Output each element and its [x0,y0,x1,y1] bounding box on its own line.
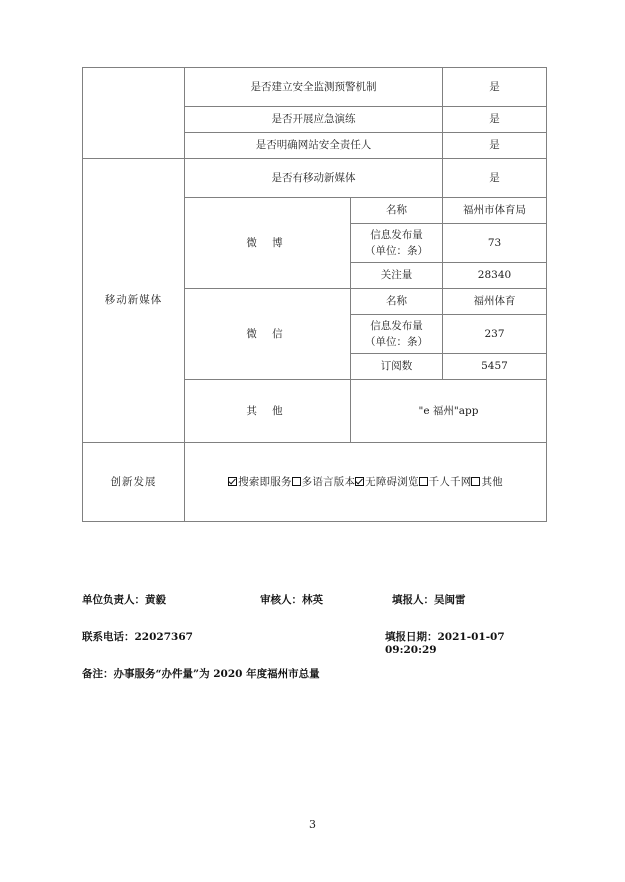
table-row [83,443,547,522]
weibo-field-value-1: 73 [443,224,547,263]
security-item-label-0: 是否建立安全监测预警机制 [185,68,443,107]
checkbox-label: 多语言版本 [301,475,356,488]
security-item-label-2: 是否明确网站安全责任人 [185,133,443,159]
weibo-label: 微 博 [185,198,351,289]
weixin-field-name-0: 名称 [351,289,443,315]
checkbox-icon[interactable] [292,477,301,486]
unit-head-field: 单位负责人：黄毅 [82,594,166,606]
table-row [83,68,547,107]
weibo-field-name-2: 关注量 [351,263,443,289]
weixin-field-value-0: 福州体育 [443,289,547,315]
category-cell-continued [83,68,185,159]
signature-footer [82,592,552,703]
weibo-field-value-0: 福州市体育局 [443,198,547,224]
has-mobile-media-value: 是 [443,159,547,198]
checkbox-item-personalized[interactable] [419,474,472,490]
weixin-label: 微 信 [185,289,351,380]
weixin-field-name-2: 订阅数 [351,354,443,380]
has-mobile-media-label: 是否有移动新媒体 [185,159,443,198]
category-cell-innovation: 创新发展 [83,443,185,522]
remark-field: 备注：办事服务“办件量”为 2020 年度福州市总量 [82,668,320,680]
weixin-field-name-1 [351,315,443,354]
weibo-field-value-2: 28340 [443,263,547,289]
category-cell-mobile-media: 移动新媒体 [83,159,185,443]
weibo-field-name-1-line1: 信息发布量 [370,228,423,241]
report-date-field: 填报日期：2021-01-07 09:20:29 [385,631,505,656]
checkbox-label: 搜索即服务 [238,475,292,488]
checkbox-label: 其他 [481,475,503,488]
table-row [83,159,547,198]
other-media-value: "e 福州"app [351,380,547,443]
footer-row-contact [82,629,552,666]
security-item-value-2: 是 [443,133,547,159]
other-media-label: 其 他 [185,380,351,443]
checkbox-label: 千人千网 [428,475,472,488]
checkbox-icon[interactable] [419,477,428,486]
annual-report-table [82,67,547,522]
checkbox-item-other[interactable] [471,474,502,490]
weixin-field-value-1: 237 [443,315,547,354]
weixin-field-name-1-line1: 信息发布量 [370,319,423,332]
weibo-field-name-1-line2: （单位：条） [365,245,428,257]
checkbox-label: 无障碍浏览 [365,475,419,488]
reporter-field: 填报人：吴闽雷 [392,594,466,606]
page-number: 3 [309,818,316,831]
innovation-options-cell [185,443,547,522]
weixin-field-name-1-line2: （单位：条） [365,336,428,348]
weixin-field-value-2: 5457 [443,354,547,380]
checkbox-icon[interactable] [355,477,364,486]
checkbox-icon[interactable] [228,477,237,486]
footer-row-signatories [82,592,552,629]
security-item-label-1: 是否开展应急演练 [185,107,443,133]
checkbox-item-search-as-service[interactable] [228,474,292,490]
innovation-checkbox-group [185,474,546,490]
reviewer-field: 审核人：林英 [260,594,323,606]
security-item-value-1: 是 [443,107,547,133]
checkbox-item-multilingual[interactable] [292,474,356,490]
checkbox-item-accessibility[interactable] [355,474,419,490]
footer-row-remark [82,666,552,703]
security-item-value-0: 是 [443,68,547,107]
weibo-field-name-1 [351,224,443,263]
contact-phone-field: 联系电话：22027367 [82,631,193,643]
checkbox-icon[interactable] [471,477,480,486]
weibo-field-name-0: 名称 [351,198,443,224]
